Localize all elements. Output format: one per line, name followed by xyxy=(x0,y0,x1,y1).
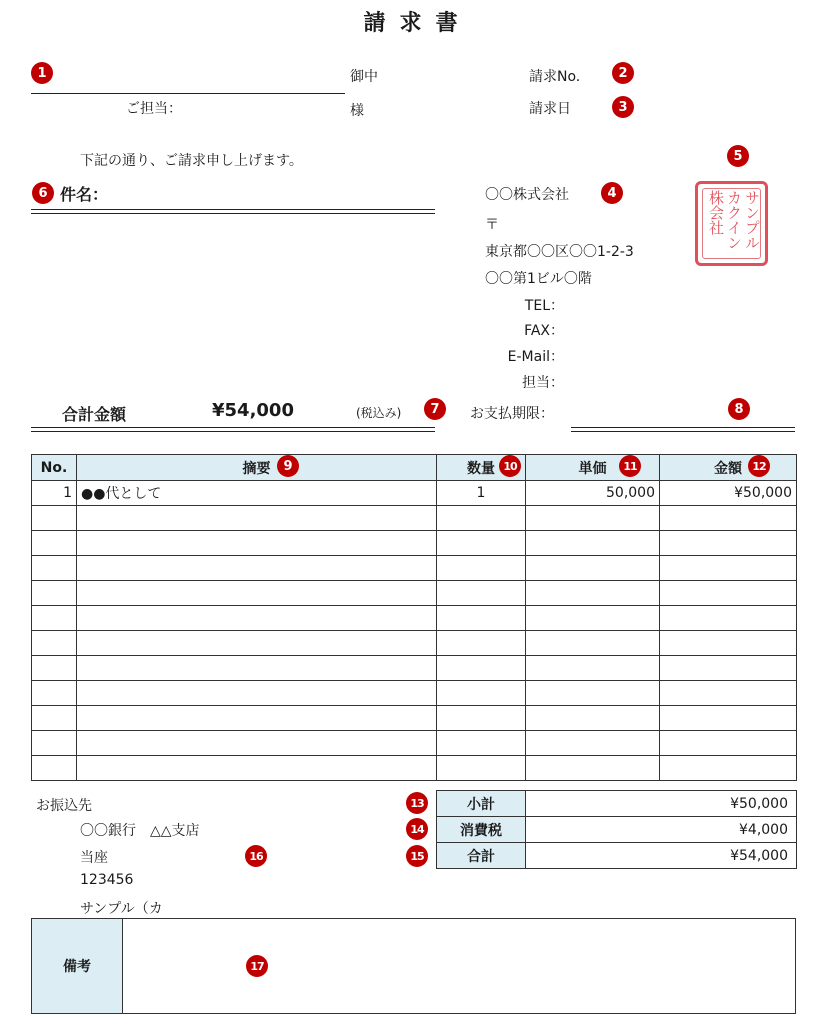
cell-amount xyxy=(660,681,797,706)
table-row-empty xyxy=(32,506,797,531)
cell-no: 1 xyxy=(32,481,77,506)
header-description xyxy=(77,455,437,481)
cell-description xyxy=(77,606,437,631)
contact-suffix: 様 xyxy=(350,103,364,119)
cell-unit-price xyxy=(526,506,660,531)
cell-unit-price xyxy=(526,631,660,656)
annotation-badge-7: 7 xyxy=(424,398,446,420)
annotation-badge-16: 16 xyxy=(245,845,267,867)
table-row-empty xyxy=(32,681,797,706)
tax-label: 消費税 xyxy=(437,817,526,843)
total-line-top xyxy=(31,427,435,428)
bank-branch: 〇〇銀行 △△支店 xyxy=(80,823,200,839)
cell-unit-price xyxy=(526,681,660,706)
issuer-address-2: 〇〇第1ビル〇階 xyxy=(485,271,592,287)
cell-quantity xyxy=(437,656,526,681)
account-type: 当座 xyxy=(80,850,108,866)
header-no: No. xyxy=(32,455,77,481)
grand-total-value: ¥54,000 xyxy=(526,843,797,869)
cell-description xyxy=(77,731,437,756)
cell-quantity xyxy=(437,531,526,556)
due-line-bottom xyxy=(571,431,795,432)
issuer-address-1: 東京都〇〇区〇〇1-2-3 xyxy=(485,244,634,260)
annotation-badge-9: 9 xyxy=(277,455,299,477)
invoice-date-label: 請求日 xyxy=(529,101,571,117)
table-row-empty xyxy=(32,631,797,656)
header-unit-price-label: 単価 xyxy=(578,460,607,477)
items-table xyxy=(31,454,797,781)
header-quantity-label: 数量 xyxy=(467,460,495,477)
header-amount-label: 金額 xyxy=(714,460,742,477)
cell-description xyxy=(77,756,437,781)
intro-text: 下記の通り、ご請求申し上げます。 xyxy=(80,153,303,169)
cell-description xyxy=(77,556,437,581)
table-row-empty xyxy=(32,731,797,756)
annotation-badge-5: 5 xyxy=(727,145,749,167)
cell-quantity xyxy=(437,756,526,781)
table-row-empty xyxy=(32,656,797,681)
annotation-badge-14: 14 xyxy=(406,818,428,840)
due-line-top xyxy=(571,427,795,428)
total-line-bottom xyxy=(31,431,435,432)
invoice-no-label: 請求No. xyxy=(529,69,581,85)
table-row-empty xyxy=(32,706,797,731)
seal-glyph-col3: 株会社 xyxy=(707,190,725,235)
cell-amount xyxy=(660,706,797,731)
cell-amount xyxy=(660,731,797,756)
total-amount: ¥54,000 xyxy=(212,400,294,421)
annotation-badge-6: 6 xyxy=(32,182,54,204)
table-row-empty xyxy=(32,606,797,631)
cell-amount xyxy=(660,531,797,556)
cell-unit-price xyxy=(526,606,660,631)
cell-quantity xyxy=(437,631,526,656)
company-seal-stamp xyxy=(695,181,768,266)
remarks-box xyxy=(31,918,796,1014)
header-description-label: 摘要 xyxy=(242,460,271,477)
cell-unit-price xyxy=(526,756,660,781)
cell-unit-price xyxy=(526,656,660,681)
cell-quantity: 1 xyxy=(437,481,526,506)
tax-row xyxy=(437,817,797,843)
annotation-badge-11: 11 xyxy=(619,455,641,477)
issuer-tel-label: TEL： xyxy=(524,298,564,314)
subtotal-label: 小計 xyxy=(437,791,526,817)
annotation-badge-10: 10 xyxy=(499,455,521,477)
cell-description xyxy=(77,506,437,531)
cell-unit-price: 50,000 xyxy=(526,481,660,506)
subject-line-top xyxy=(31,209,435,210)
annotation-badge-8: 8 xyxy=(728,398,750,420)
cell-no xyxy=(32,706,77,731)
annotation-badge-2: 2 xyxy=(612,62,634,84)
page-title: 請求書 xyxy=(363,11,472,36)
seal-glyph-col2: カクイン xyxy=(725,190,743,250)
header-amount xyxy=(660,455,797,481)
table-row-empty xyxy=(32,531,797,556)
cell-unit-price xyxy=(526,731,660,756)
annotation-badge-4: 4 xyxy=(601,182,623,204)
cell-no xyxy=(32,606,77,631)
totals-table xyxy=(436,790,797,869)
cell-description xyxy=(77,681,437,706)
recipient-suffix: 御中 xyxy=(350,69,378,85)
items-body xyxy=(32,481,797,781)
cell-quantity xyxy=(437,581,526,606)
total-tax-note: (税込み) xyxy=(356,406,402,420)
seal-glyph-col1: サンプル xyxy=(743,190,761,250)
cell-no xyxy=(32,731,77,756)
cell-quantity xyxy=(437,506,526,531)
tax-value: ¥4,000 xyxy=(526,817,797,843)
cell-amount xyxy=(660,606,797,631)
cell-quantity xyxy=(437,556,526,581)
cell-quantity xyxy=(437,681,526,706)
cell-description xyxy=(77,581,437,606)
account-name: サンプル（カ xyxy=(80,901,163,917)
cell-no xyxy=(32,631,77,656)
subtotal-value: ¥50,000 xyxy=(526,791,797,817)
cell-amount xyxy=(660,656,797,681)
table-row-empty xyxy=(32,556,797,581)
remarks-field[interactable] xyxy=(123,919,795,1013)
cell-no xyxy=(32,756,77,781)
cell-no xyxy=(32,656,77,681)
issuer-postal-mark: 〒 xyxy=(485,217,499,233)
remarks-label: 備考 xyxy=(32,919,123,1013)
annotation-badge-3: 3 xyxy=(612,96,634,118)
subject-line-bottom xyxy=(31,213,435,214)
issuer-staff-label: 担当： xyxy=(522,375,564,391)
table-row xyxy=(32,481,797,506)
cell-unit-price xyxy=(526,581,660,606)
due-label: お支払期限： xyxy=(470,406,554,422)
cell-description xyxy=(77,531,437,556)
cell-no xyxy=(32,556,77,581)
cell-description xyxy=(77,656,437,681)
cell-amount xyxy=(660,556,797,581)
grand-total-label: 合計 xyxy=(437,843,526,869)
total-label: 合計金額 xyxy=(62,405,127,424)
cell-no xyxy=(32,506,77,531)
cell-quantity xyxy=(437,731,526,756)
cell-description xyxy=(77,706,437,731)
bank-label: お振込先 xyxy=(36,798,92,814)
cell-no xyxy=(32,681,77,706)
grand-total-row xyxy=(437,843,797,869)
annotation-badge-13: 13 xyxy=(406,792,428,814)
cell-quantity xyxy=(437,606,526,631)
contact-label: ご担当： xyxy=(126,101,182,117)
annotation-badge-15: 15 xyxy=(406,845,428,867)
issuer-fax-label: FAX： xyxy=(524,323,564,339)
table-row-empty xyxy=(32,756,797,781)
recipient-name-line xyxy=(31,93,345,94)
table-row-empty xyxy=(32,581,797,606)
cell-no xyxy=(32,531,77,556)
cell-amount xyxy=(660,756,797,781)
cell-amount: ¥50,000 xyxy=(660,481,797,506)
annotation-badge-12: 12 xyxy=(748,455,770,477)
cell-amount xyxy=(660,631,797,656)
subtotal-row xyxy=(437,791,797,817)
cell-amount xyxy=(660,506,797,531)
cell-description xyxy=(77,631,437,656)
items-header-row xyxy=(32,455,797,481)
account-number: 123456 xyxy=(80,872,134,888)
issuer-email-label: E-Mail： xyxy=(507,349,564,365)
cell-unit-price xyxy=(526,556,660,581)
cell-description: ●●代として xyxy=(77,481,437,506)
annotation-badge-1: 1 xyxy=(31,62,53,84)
cell-amount xyxy=(660,581,797,606)
cell-quantity xyxy=(437,706,526,731)
cell-no xyxy=(32,581,77,606)
subject-label: 件名： xyxy=(60,185,109,204)
annotation-badge-17: 17 xyxy=(246,955,268,977)
cell-unit-price xyxy=(526,531,660,556)
issuer-company: 〇〇株式会社 xyxy=(485,187,569,203)
cell-unit-price xyxy=(526,706,660,731)
